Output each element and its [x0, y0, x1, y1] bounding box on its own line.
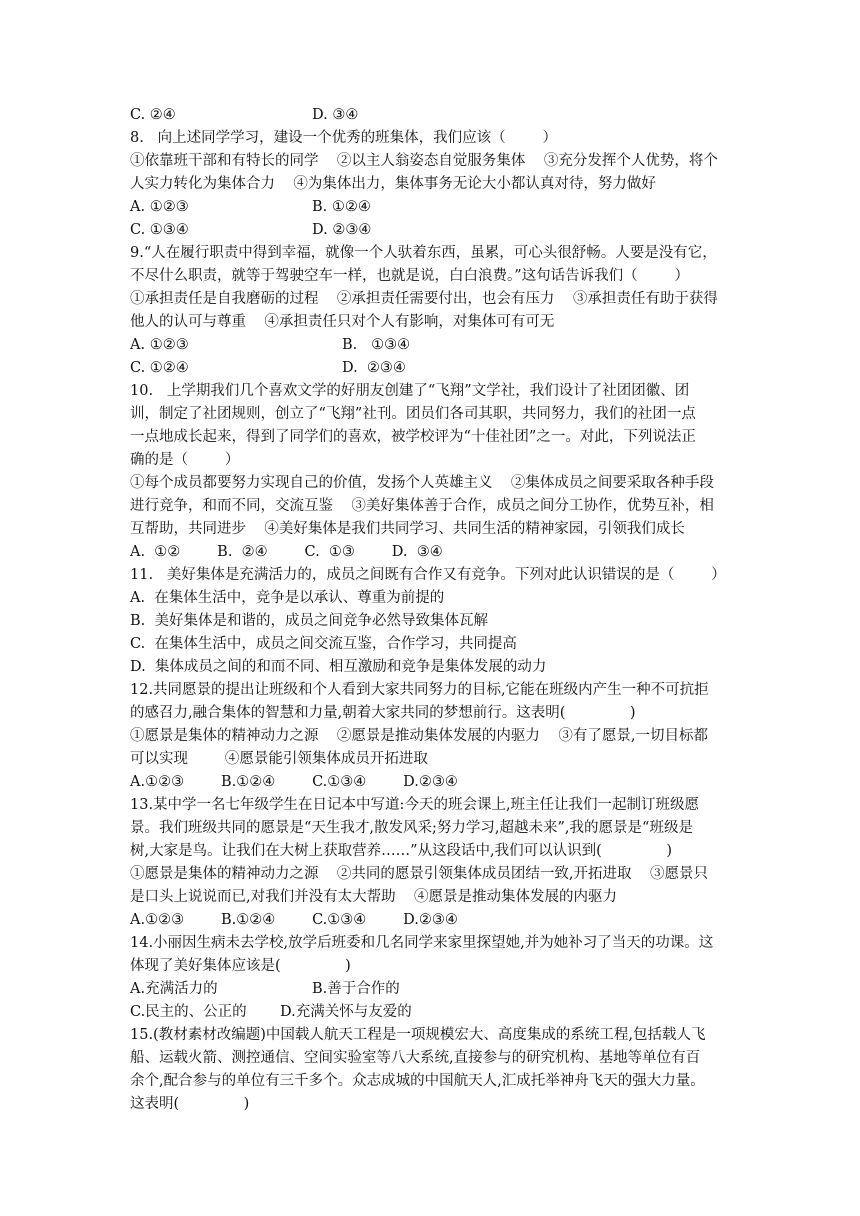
text-line: 船、运载火箭、测控通信、空间实验室等八大系统,直接参与的研究机构、基地等单位有百 — [130, 1050, 701, 1066]
text-line: 的感召力,融合集体的智慧和力量,朝着大家共同的梦想前行。这表明( ) — [130, 705, 636, 721]
text-line: 不尽什么职责，就等于驾驶空车一样，也就是说，白白浪费。”这句话告诉我们（ ） — [130, 268, 690, 284]
text-line: ①每个成员都要努力实现自己的价值，发扬个人英雄主义 ②集体成员之间要采取各种手段 — [130, 475, 714, 491]
option-d: D.充满关怀与友爱的 — [280, 1004, 412, 1020]
text-line: 体现了美好集体应该是( ) — [130, 958, 351, 974]
text-line: ①愿景是集体的精神动力之源 ②共同的愿景引领集体成员团结一致,开拓进取 ③愿景只 — [130, 866, 708, 882]
options-row: A.①②③ B.①②④ C.①③④ D.②③④ — [130, 774, 458, 790]
question-13-stem: 13.某中学一名七年级学生在日记本中写道:今天的班会课上,班主任让我们一起制订班级愿 — [130, 797, 700, 813]
option-c: C. ①②④ — [130, 360, 189, 376]
text-line: 确的是（ ） — [130, 452, 240, 468]
option-d: D. ②③④ — [342, 360, 406, 376]
text-line: 是口头上说说而已,对我们并没有太大帮助 ④愿景是推动集体发展的内驱力 — [130, 889, 618, 905]
question-8-stem: 8. 向上述同学学习，建设一个优秀的班集体，我们应该（ ） — [130, 130, 558, 146]
option-c: C. ①③④ — [130, 222, 189, 238]
question-12-stem: 12.共同愿景的提出让班级和个人看到大家共同努力的目标,它能在班级内产生一种不可抗拒 — [130, 682, 709, 698]
text-line: C. ②④ — [130, 107, 176, 123]
option-d: D. ②③④ — [312, 222, 372, 238]
option-a: A. 在集体生活中，竞争是以承认、尊重为前提的 — [130, 590, 445, 606]
options-row: A. ①② B. ②④ C. ①③ D. ③④ — [130, 544, 443, 560]
text-line: 可以实现 ④愿景能引领集体成员开拓进取 — [130, 751, 428, 767]
options-row: A.①②③ B.①②④ C.①③④ D.②③④ — [130, 912, 458, 928]
question-14-stem: 14.小丽因生病未去学校,放学后班委和几名同学来家里探望她,并为她补习了当天的功课。这 — [130, 935, 714, 951]
option-b: B. ①②④ — [312, 199, 371, 215]
text-line: 一点地成长起来，得到了同学们的喜欢，被学校评为“十佳社团”之一。对此，下列说法正 — [130, 429, 696, 445]
text-line: ①承担责任是自我磨砺的过程 ②承担责任需要付出，也会有压力 ③承担责任有助于获得 — [130, 291, 718, 307]
text-line: 树,大家是鸟。让我们在大树上获取营养……”从这段话中,我们可以认识到( ) — [130, 843, 672, 859]
text-line: 进行竞争，和而不同，交流互鉴 ③美好集体善于合作，成员之间分工协作，优势互补，相 — [130, 498, 714, 514]
question-10-stem: 10. 上学期我们几个喜欢文学的好朋友创建了“飞翔”文学社，我们设计了社团团徽、团 — [130, 383, 690, 399]
text-line: ①愿景是集体的精神动力之源 ②愿景是推动集体发展的内驱力 ③有了愿景,一切目标都 — [130, 728, 708, 744]
text-line: D. ③④ — [312, 107, 359, 123]
option-b: B.善于合作的 — [312, 981, 400, 997]
option-a: A. ①②③ — [130, 337, 189, 353]
question-9-stem: 9.“人在履行职责中得到幸福，就像一个人驮着东西，虽累，可心头很舒畅。人要是没有它， — [130, 245, 717, 261]
option-b: B. ①③④ — [342, 337, 411, 353]
question-11-stem: 11. 美好集体是充满活力的，成员之间既有合作又有竞争。下列对此认识错误的是（ ） — [130, 567, 726, 583]
option-d: D. 集体成员之间的和而不同、相互激励和竞争是集体发展的动力 — [130, 659, 547, 675]
text-line: 人实力转化为集体合力 ④为集体出力，集体事务无论大小都认真对待，努力做好 — [130, 176, 656, 192]
text-line: 训，制定了社团规则，创立了“飞翔”社刊。团员们各司其职，共同努力，我们的社团一点 — [130, 406, 696, 422]
text-line: ①依靠班干部和有特长的同学 ②以主人翁姿态自觉服务集体 ③充分发挥个人优势，将个 — [130, 153, 718, 169]
option-c: C.民主的、公正的 — [130, 1004, 247, 1020]
option-a: A. ①②③ — [130, 199, 189, 215]
option-a: A.充满活力的 — [130, 981, 218, 997]
text-line: 互帮助，共同进步 ④美好集体是我们共同学习、共同生活的精神家园，引领我们成长 — [130, 521, 685, 537]
text-line: 余个,配合参与的单位有三千多个。众志成城的中国航天人,汇成托举神舟飞天的强大力量。 — [130, 1073, 705, 1089]
text-line: 景。我们班级共同的愿景是“天生我才,散发风采;努力学习,超越未来”,我的愿景是“班级是 — [130, 820, 693, 836]
text-line: 这表明( ) — [130, 1096, 250, 1112]
text-line: 他人的认可与尊重 ④承担责任只对个人有影响，对集体可有可无 — [130, 314, 555, 330]
option-c: C. 在集体生活中，成员之间交流互鉴，合作学习，共同提高 — [130, 636, 517, 652]
question-15-stem: 15.(教材素材改编题)中国载人航天工程是一项规模宏大、高度集成的系统工程,包括载人飞 — [130, 1027, 706, 1043]
option-b: B. 美好集体是和谐的，成员之间竞争必然导致集体瓦解 — [130, 613, 488, 629]
